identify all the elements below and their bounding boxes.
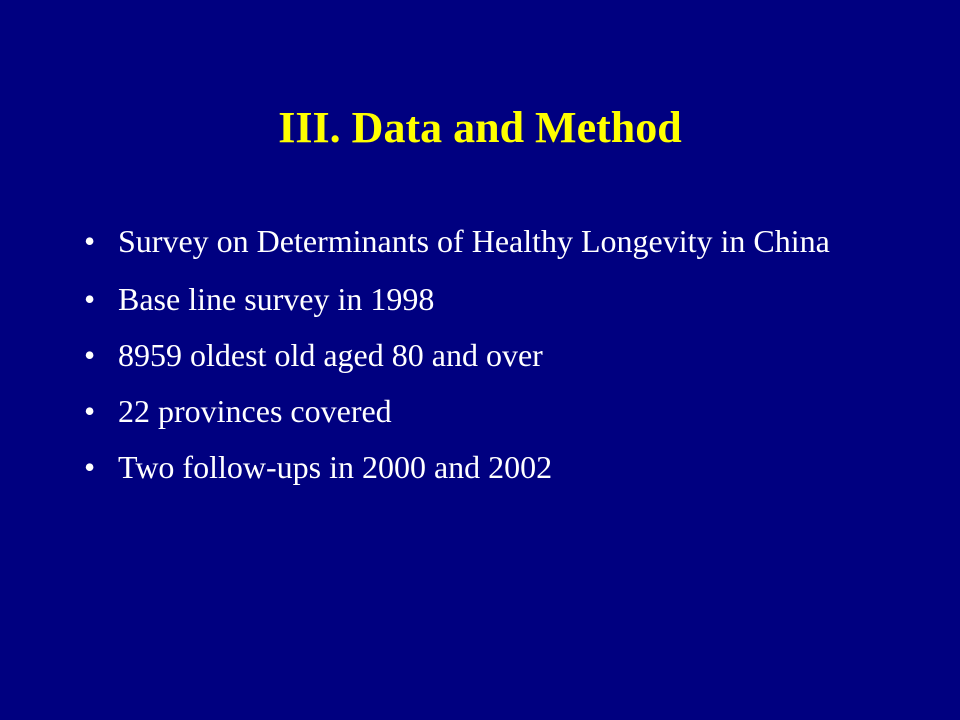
bullet-item-sample: [84, 336, 884, 374]
bullet-icon: •: [84, 449, 96, 485]
bullet-item-survey: [84, 222, 884, 260]
bullet-text: 22 provinces covered: [118, 393, 392, 429]
bullet-icon: •: [84, 393, 96, 429]
bullet-item-followups: [84, 448, 884, 486]
bullet-text: Two follow-ups in 2000 and 2002: [118, 449, 553, 485]
bullet-list: [84, 222, 884, 504]
bullet-text: Survey on Determinants of Healthy Longevity in China: [118, 223, 830, 259]
bullet-icon: •: [84, 337, 96, 373]
bullet-item-provinces: [84, 392, 884, 430]
bullet-text: Base line survey in 1998: [118, 281, 435, 317]
slide-title: III. Data and Method: [278, 103, 682, 152]
bullet-item-baseline: [84, 280, 884, 318]
bullet-text: 8959 oldest old aged 80 and over: [118, 337, 543, 373]
bullet-icon: •: [84, 281, 96, 317]
bullet-icon: •: [84, 223, 96, 259]
